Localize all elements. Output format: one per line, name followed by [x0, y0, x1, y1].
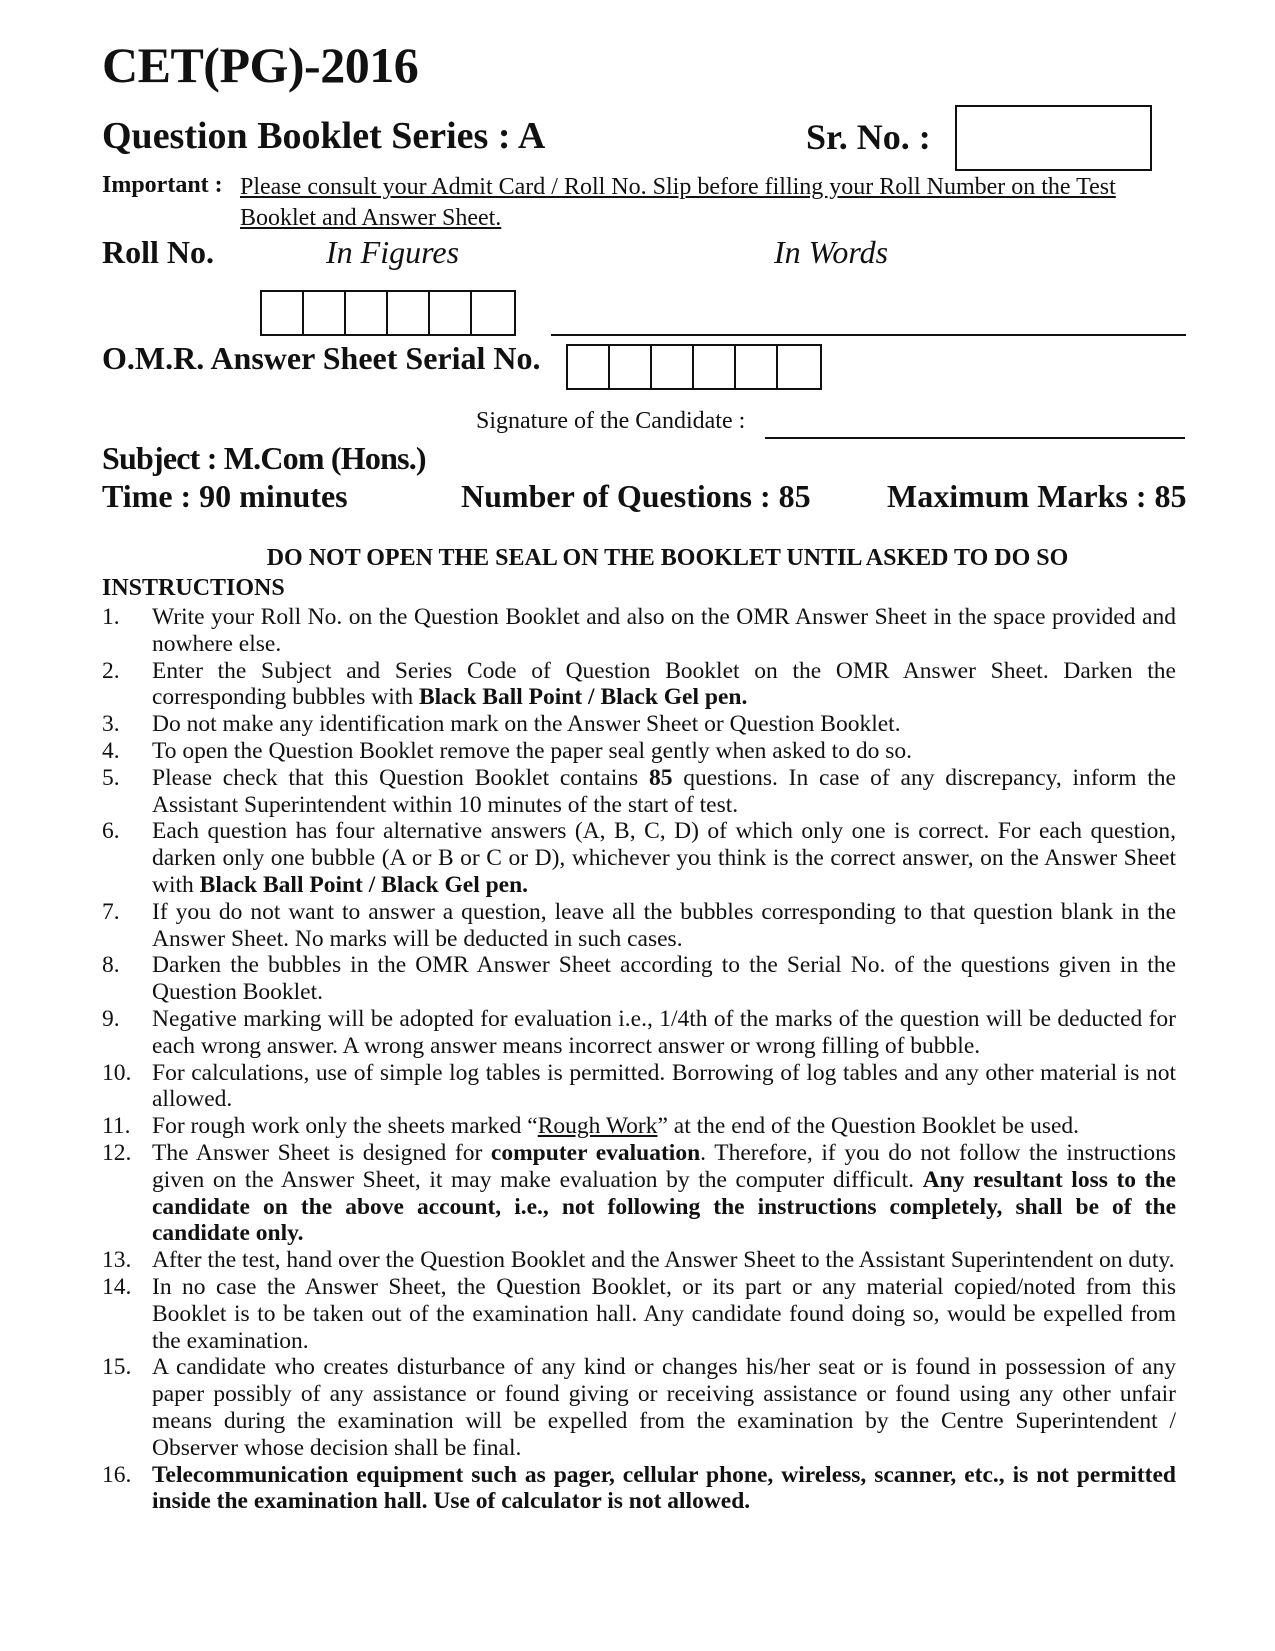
omr-serial-label: O.M.R. Answer Sheet Serial No. [102, 340, 541, 376]
instruction-text [152, 711, 1176, 738]
instruction-item [102, 658, 1176, 712]
roll-digit-box[interactable] [346, 292, 388, 334]
instruction-item [102, 738, 1176, 765]
instruction-span: If you do not want to answer a question, leave all the bubbles corresponding to that question blank in the Answer Sheet. No marks will be deducted in such cases. [152, 898, 1176, 952]
omr-digit-box[interactable] [694, 346, 736, 388]
signature-label: Signature of the Candidate : [476, 408, 746, 434]
instruction-span: After the test, hand over the Question Booklet and the Answer Sheet to the Assistant Superintendent on duty. [152, 1247, 1175, 1274]
instruction-span: To open the Question Booklet remove the paper seal gently when asked to do so. [152, 737, 912, 764]
instruction-number: 3. [102, 711, 120, 738]
roll-digit-box[interactable] [262, 292, 304, 334]
instruction-number: 13. [102, 1247, 132, 1274]
instruction-item [102, 604, 1176, 658]
instruction-number: 9. [102, 1005, 120, 1032]
instruction-span: Darken the bubbles in the OMR Answer Sheet according to the Serial No. of the questions given in the Question Booklet. [152, 952, 1176, 1006]
instruction-emphasis: computer evaluation [490, 1139, 701, 1166]
instruction-text [152, 604, 1176, 658]
instruction-emphasis: Black Ball Point / Black Gel pen. [418, 684, 748, 711]
omr-serial-boxes[interactable] [566, 344, 822, 390]
instruction-text [152, 818, 1176, 898]
instruction-span: For rough work only the sheets marked “ [152, 1113, 538, 1140]
instruction-number: 10. [102, 1059, 132, 1086]
instruction-text [152, 1060, 1176, 1114]
instruction-text [152, 952, 1176, 1006]
in-figures-label: In Figures [326, 234, 460, 270]
instruction-emphasis: 85 [648, 764, 673, 791]
instruction-number: 12. [102, 1139, 132, 1166]
instruction-item [102, 1247, 1176, 1274]
instruction-text [152, 765, 1176, 819]
instruction-number: 6. [102, 818, 120, 845]
omr-digit-box[interactable] [568, 346, 610, 388]
instructions-heading: INSTRUCTIONS [102, 575, 285, 601]
instruction-underline: Rough Work [537, 1113, 658, 1140]
instruction-text [152, 1006, 1176, 1060]
instruction-span: A candidate who creates disturbance of any kind or changes his/her seat or is found in possession of any paper possibly of any assistance or found giving or receiving assistance or found using any other unfair means during the examination will be expelled from the examination by the Centre Superintendent / Observer whose decision shall be final. [152, 1354, 1176, 1461]
instruction-span: ” at the end of the Question Booklet be used. [657, 1113, 1080, 1140]
instruction-number: 1. [102, 604, 120, 630]
instruction-item [102, 1462, 1176, 1516]
instruction-item [102, 711, 1176, 738]
instruction-text [152, 1140, 1176, 1247]
instruction-number: 4. [102, 737, 120, 764]
roll-number-figure-boxes[interactable] [260, 290, 516, 336]
instruction-number: 7. [102, 898, 120, 925]
instruction-span: Do not make any identification mark on the Answer Sheet or Question Booklet. [152, 711, 901, 738]
instruction-span: In no case the Answer Sheet, the Question Booklet, or its part or any material copied/noted from this Booklet is to be taken out of the examination hall. Any candidate found doing so, would be expelled from the examination. [152, 1273, 1176, 1354]
instruction-span: . Therefore, if you do not follow the instructions given on the Answer Sheet, it may make evaluation by the computer difficult. [152, 1139, 1176, 1193]
omr-digit-box[interactable] [736, 346, 778, 388]
instruction-number: 15. [102, 1354, 132, 1381]
instruction-item [102, 1274, 1176, 1354]
seal-notice: DO NOT OPEN THE SEAL ON THE BOOKLET UNTIL ASKED TO DO SO [266, 545, 1069, 571]
instruction-text [152, 899, 1176, 953]
roll-digit-box[interactable] [304, 292, 346, 334]
instruction-span: Negative marking will be adopted for evaluation i.e., 1/4th of the marks of the question will be deducted for each wrong answer. A wrong answer means incorrect answer or wrong filling of bubble. [152, 1005, 1176, 1059]
instruction-span: questions. In case of any discrepancy, inform the Assistant Superintendent within 10 minutes of the start of test. [152, 764, 1176, 818]
roll-digit-box[interactable] [430, 292, 472, 334]
instruction-emphasis: Telecommunication equipment such as pager, cellular phone, wireless, scanner, etc., is not permitted inside the examination hall. Use of calculator is not allowed. [152, 1461, 1176, 1515]
booklet-series: Question Booklet Series : A [102, 115, 546, 157]
instruction-number: 11. [102, 1113, 131, 1140]
instruction-text [152, 738, 1176, 765]
instructions-list [102, 604, 1176, 1515]
number-of-questions: Number of Questions : 85 [461, 478, 811, 514]
omr-digit-box[interactable] [610, 346, 652, 388]
instruction-item [102, 1354, 1176, 1461]
roll-digit-box[interactable] [472, 292, 514, 334]
instruction-item [102, 1113, 1176, 1140]
instruction-item [102, 765, 1176, 819]
instruction-item [102, 818, 1176, 898]
instruction-text [152, 1247, 1176, 1274]
instruction-number: 5. [102, 764, 120, 791]
roll-number-words-line[interactable] [551, 334, 1186, 336]
subject: Subject : M.Com (Hons.) [102, 440, 426, 476]
omr-digit-box[interactable] [778, 346, 820, 388]
instruction-span: Each question has four alternative answers (A, B, C, D) of which only one is correct. For each question, darken only one bubble (A or B or C or D), whichever you think is the correct answer, on the Answer Sheet with [152, 818, 1176, 898]
instruction-number: 16. [102, 1461, 132, 1488]
serial-number-label: Sr. No. : [806, 117, 931, 157]
in-words-label: In Words [774, 234, 889, 270]
time-allowed: Time : 90 minutes [102, 478, 348, 514]
instruction-text [152, 1354, 1176, 1461]
instruction-item [102, 1006, 1176, 1060]
instruction-item [102, 1060, 1176, 1114]
instruction-text [152, 1462, 1176, 1516]
signature-line[interactable] [765, 437, 1185, 439]
instruction-span: The Answer Sheet is designed for [152, 1139, 491, 1166]
instruction-item [102, 1140, 1176, 1247]
maximum-marks: Maximum Marks : 85 [887, 478, 1187, 514]
instruction-emphasis: Black Ball Point / Black Gel pen. [199, 871, 529, 898]
important-note: Please consult your Admit Card / Roll No. Slip before filling your Roll Number on the Test Booklet and Answer Sheet. [240, 174, 1116, 231]
omr-digit-box[interactable] [652, 346, 694, 388]
exam-title: CET(PG)-2016 [102, 37, 419, 93]
instruction-span: Please check that this Question Booklet contains [152, 764, 649, 791]
important-label: Important : [102, 172, 223, 198]
instruction-text [152, 1113, 1176, 1140]
instruction-number: 2. [102, 657, 120, 684]
instruction-span: Write your Roll No. on the Question Booklet and also on the OMR Answer Sheet in the space provided and nowhere else. [152, 604, 1176, 657]
instruction-span: Enter the Subject and Series Code of Question Booklet on the OMR Answer Sheet. Darken the corresponding bubbles with [152, 657, 1176, 711]
roll-number-label: Roll No. [102, 234, 214, 270]
instruction-text [152, 658, 1176, 712]
instruction-emphasis: Any resultant loss to the candidate on the above account, i.e., not following the instructions completely, shall be of the candidate only. [152, 1166, 1176, 1247]
instruction-number: 8. [102, 952, 120, 979]
instruction-span: For calculations, use of simple log tables is permitted. Borrowing of log tables and any other material is not allowed. [152, 1059, 1176, 1113]
instruction-item [102, 899, 1176, 953]
instruction-number: 14. [102, 1273, 132, 1300]
serial-number-box[interactable] [955, 105, 1152, 171]
instruction-text [152, 1274, 1176, 1354]
roll-digit-box[interactable] [388, 292, 430, 334]
instruction-item [102, 952, 1176, 1006]
